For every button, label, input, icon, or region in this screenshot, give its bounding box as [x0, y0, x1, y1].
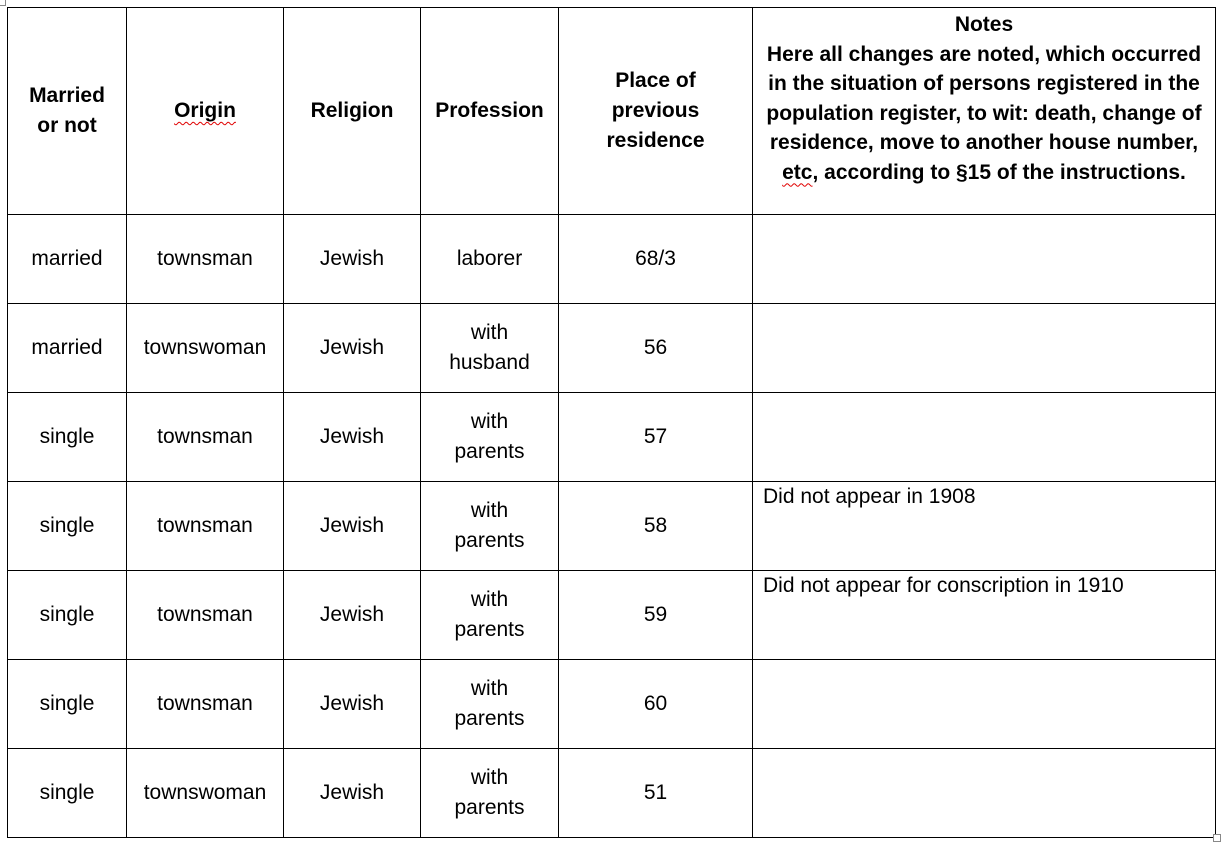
cell-text: laborer — [456, 247, 523, 270]
cell-text: townsman — [157, 425, 253, 448]
cell-text: with — [470, 410, 509, 433]
header-text: residence — [606, 129, 705, 152]
cell-previous-residence — [559, 660, 753, 749]
cell-marital-status — [8, 482, 127, 571]
cell-notes — [753, 660, 1216, 749]
cell-religion — [284, 215, 421, 304]
col-header-religion: Religion — [284, 8, 421, 215]
header-text: Place of — [615, 69, 696, 92]
col-header-notes — [753, 8, 1216, 215]
cell-text: townswoman — [143, 336, 267, 359]
cell-previous-residence — [559, 749, 753, 838]
col-header-previous-residence — [559, 8, 753, 215]
cell-profession — [421, 482, 559, 571]
cell-text: with — [470, 677, 509, 700]
table-row — [8, 482, 1216, 571]
cell-text: married — [31, 247, 103, 270]
cell-text: single — [39, 514, 95, 537]
cell-origin — [127, 304, 284, 393]
cell-profession — [421, 304, 559, 393]
cell-text: 56 — [643, 336, 668, 359]
notes-text: , according to §15 of the instructions. — [812, 160, 1186, 184]
population-register-table — [7, 7, 1216, 838]
cell-text: parents — [454, 529, 525, 552]
cell-text: 57 — [643, 425, 668, 448]
table-row — [8, 304, 1216, 393]
cell-profession — [421, 749, 559, 838]
cell-origin — [127, 215, 284, 304]
cell-text: townsman — [157, 247, 253, 270]
cell-text: Jewish — [319, 781, 385, 804]
cell-religion — [284, 749, 421, 838]
table-move-handle[interactable] — [0, 0, 6, 6]
cell-text: Jewish — [319, 514, 385, 537]
notes-title: Notes — [954, 13, 1014, 36]
cell-text: townsman — [157, 692, 253, 715]
cell-marital-status — [8, 749, 127, 838]
table-body — [8, 215, 1216, 838]
cell-notes — [753, 215, 1216, 304]
cell-profession — [421, 393, 559, 482]
table-row — [8, 215, 1216, 304]
cell-origin — [127, 749, 284, 838]
notes-description — [759, 40, 1209, 188]
cell-previous-residence — [559, 304, 753, 393]
cell-text: townswoman — [143, 781, 267, 804]
header-text: Married — [29, 84, 105, 107]
cell-text: single — [39, 781, 95, 804]
cell-text: 59 — [643, 603, 668, 626]
cell-previous-residence — [559, 482, 753, 571]
cell-text: single — [39, 425, 95, 448]
cell-religion — [284, 482, 421, 571]
cell-text: husband — [449, 351, 530, 374]
cell-origin — [127, 482, 284, 571]
col-header-origin — [127, 8, 284, 215]
cell-text: Did not appear for conscription in 1910 — [763, 574, 1124, 597]
cell-religion — [284, 304, 421, 393]
cell-marital-status — [8, 571, 127, 660]
cell-origin — [127, 393, 284, 482]
header-text: or not — [37, 114, 97, 137]
cell-previous-residence — [559, 571, 753, 660]
cell-notes — [753, 749, 1216, 838]
cell-text: single — [39, 692, 95, 715]
cell-text: 58 — [643, 514, 668, 537]
cell-marital-status — [8, 304, 127, 393]
cell-profession — [421, 571, 559, 660]
cell-previous-residence — [559, 393, 753, 482]
cell-text: parents — [454, 796, 525, 819]
cell-marital-status — [8, 215, 127, 304]
cell-text: Jewish — [319, 692, 385, 715]
cell-text: 51 — [643, 781, 668, 804]
cell-text: 60 — [643, 692, 668, 715]
table-row — [8, 749, 1216, 838]
cell-text: Jewish — [319, 425, 385, 448]
cell-text: with — [470, 588, 509, 611]
cell-text: Jewish — [319, 247, 385, 270]
cell-religion — [284, 393, 421, 482]
cell-profession — [421, 660, 559, 749]
cell-text: parents — [454, 440, 525, 463]
table-resize-handle[interactable] — [1213, 834, 1221, 842]
cell-religion — [284, 571, 421, 660]
cell-origin — [127, 660, 284, 749]
cell-text: with — [470, 321, 509, 344]
cell-religion — [284, 660, 421, 749]
cell-marital-status — [8, 660, 127, 749]
cell-text: 68/3 — [635, 247, 676, 270]
header-text: previous — [611, 99, 700, 122]
notes-text: Here all changes are noted, which occurred in the situation of persons registered in the population register, to wit: death, change of residence, move to another house number, — [766, 42, 1202, 154]
table-row — [8, 393, 1216, 482]
cell-text: Jewish — [319, 336, 385, 359]
table-row — [8, 660, 1216, 749]
header-row — [8, 8, 1216, 215]
cell-text: with — [470, 499, 509, 522]
cell-notes — [753, 304, 1216, 393]
cell-origin — [127, 571, 284, 660]
cell-notes — [753, 571, 1216, 660]
cell-marital-status — [8, 393, 127, 482]
col-header-profession: Profession — [421, 8, 559, 215]
cell-text: Did not appear in 1908 — [763, 485, 976, 508]
col-header-marital-status — [8, 8, 127, 215]
cell-text: Jewish — [319, 603, 385, 626]
cell-profession — [421, 215, 559, 304]
cell-previous-residence — [559, 215, 753, 304]
table-row — [8, 571, 1216, 660]
notes-text: etc — [782, 160, 813, 184]
cell-text: parents — [454, 707, 525, 730]
cell-text: townsman — [157, 603, 253, 626]
cell-text: single — [39, 603, 95, 626]
cell-text: parents — [454, 618, 525, 641]
cell-text: townsman — [157, 514, 253, 537]
cell-text: with — [470, 766, 509, 789]
cell-text: married — [31, 336, 103, 359]
header-text: Origin — [174, 99, 236, 122]
cell-notes — [753, 393, 1216, 482]
cell-notes — [753, 482, 1216, 571]
